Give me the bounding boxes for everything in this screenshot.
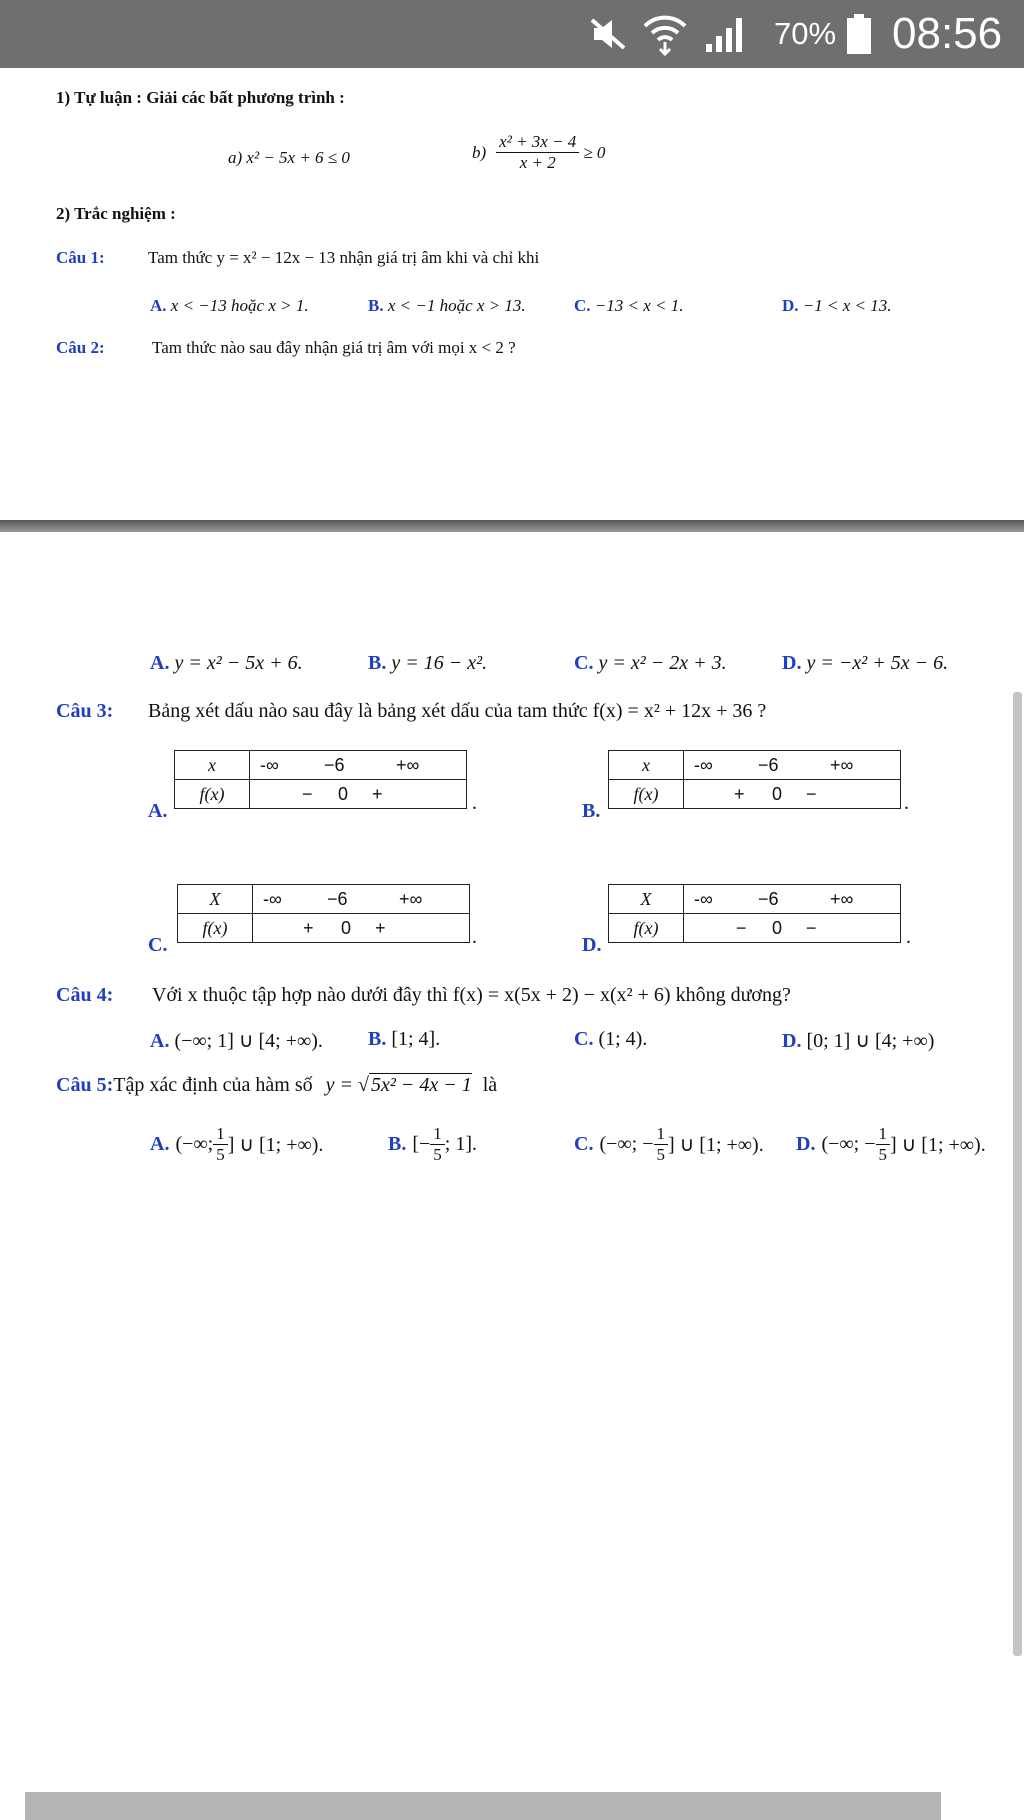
- option-fraction: [213, 1124, 228, 1165]
- q1-option-b[interactable]: [368, 296, 526, 316]
- option-fraction: [876, 1124, 891, 1165]
- fraction-numerator: 1: [876, 1124, 891, 1145]
- q4-option-a[interactable]: [150, 1028, 323, 1053]
- option-text: x < −13 hoặc x > 1.: [170, 296, 309, 315]
- q5-option-c[interactable]: [574, 1124, 764, 1165]
- option-pre: [−: [412, 1133, 431, 1155]
- document-page-2: [0, 532, 1024, 1820]
- q2-option-a[interactable]: [150, 652, 303, 675]
- table-header-cells: [684, 885, 901, 914]
- fraction-numerator: x² + 3x − 4: [496, 132, 579, 153]
- question-5-text: Tập xác định của hàm số: [113, 1074, 313, 1096]
- col-pos-inf: +∞: [830, 755, 854, 775]
- fraction-denominator: 5: [656, 1145, 665, 1164]
- inequality-b: [472, 132, 605, 173]
- col-pos-inf: +∞: [396, 755, 420, 775]
- battery-percent: 70%: [774, 16, 837, 51]
- sign-right: −: [806, 918, 817, 938]
- option-pre: (−∞;: [175, 1133, 214, 1155]
- section-1-heading: 1) Tự luận : Giải các bất phương trình :: [56, 88, 345, 107]
- option-post: ] ∪ [1; +∞).: [668, 1134, 764, 1156]
- option-letter: C.: [574, 652, 594, 674]
- q4-option-c[interactable]: [574, 1028, 647, 1051]
- option-text: [1; 4].: [391, 1028, 441, 1050]
- q3-option-b-sign-table[interactable]: [608, 750, 901, 809]
- table-period: .: [472, 926, 477, 948]
- q2-option-c[interactable]: [574, 652, 727, 675]
- option-text: y = −x² + 5x − 6.: [806, 652, 949, 674]
- inequality-b-fraction: [496, 132, 579, 173]
- col-neg-inf: -∞: [260, 755, 279, 775]
- table-func: f(x): [609, 914, 684, 943]
- option-text: (1; 4).: [598, 1028, 648, 1050]
- inequality-a: [228, 148, 350, 168]
- table-var: x: [175, 751, 250, 780]
- option-post: ] ∪ [1; +∞).: [227, 1134, 324, 1156]
- table-var: X: [609, 885, 684, 914]
- q5-func-radicand: 5x² − 4x − 1: [370, 1074, 472, 1096]
- q5-func-lhs: y =: [325, 1074, 353, 1096]
- option-fraction: [654, 1124, 669, 1165]
- table-sign-cells: [684, 780, 901, 809]
- table-header-cells: [684, 751, 901, 780]
- question-2-label: Câu 2:: [56, 338, 105, 357]
- option-letter: B.: [368, 1028, 387, 1050]
- q4-option-b[interactable]: [368, 1028, 440, 1051]
- option-letter: A.: [150, 296, 167, 315]
- question-1-text: Tam thức y = x² − 12x − 13 nhận giá trị âm khi và chỉ khi: [148, 248, 540, 267]
- sign-right: +: [372, 784, 383, 804]
- option-letter: C.: [574, 1028, 594, 1050]
- q5-func-end: là: [482, 1074, 498, 1096]
- table-var: X: [178, 885, 253, 914]
- q1-option-c[interactable]: [574, 296, 684, 316]
- option-letter: D.: [782, 296, 799, 315]
- col-root: −6: [327, 889, 348, 909]
- option-text: (−∞; 1] ∪ [4; +∞).: [174, 1030, 323, 1052]
- wifi-icon: [642, 0, 688, 68]
- q2-option-d[interactable]: [782, 652, 948, 675]
- q3-option-c-letter[interactable]: C.: [148, 934, 168, 956]
- scrollbar[interactable]: [1013, 692, 1022, 1656]
- option-letter: C.: [574, 1133, 594, 1155]
- option-text: −1 < x < 13.: [802, 296, 892, 315]
- q2-option-b[interactable]: [368, 652, 487, 675]
- col-root: −6: [758, 755, 779, 775]
- option-post: ] ∪ [1; +∞).: [890, 1134, 986, 1156]
- option-letter: A.: [150, 1133, 170, 1155]
- option-letter: D.: [782, 1030, 802, 1052]
- option-text: y = x² − 2x + 3.: [598, 652, 727, 674]
- option-letter: D.: [796, 1133, 816, 1155]
- option-text: y = x² − 5x + 6.: [174, 652, 303, 674]
- q3-option-b-letter[interactable]: B.: [582, 800, 601, 822]
- page-divider: [0, 520, 1024, 532]
- table-period: .: [904, 792, 909, 814]
- table-period: .: [906, 926, 911, 948]
- sign-left: −: [736, 918, 747, 938]
- q5-option-a[interactable]: [150, 1124, 323, 1165]
- col-neg-inf: -∞: [694, 755, 713, 775]
- sign-root: 0: [772, 784, 783, 804]
- question-3-text: Bảng xét dấu nào sau đây là bảng xét dấu của tam thức f(x) = x² + 12x + 36 ?: [148, 700, 767, 722]
- q3-option-d-sign-table[interactable]: [608, 884, 901, 943]
- table-func: f(x): [178, 914, 253, 943]
- sign-left: −: [302, 784, 313, 804]
- status-bar: [0, 0, 1024, 68]
- option-text: [0; 1] ∪ [4; +∞): [806, 1030, 935, 1052]
- sign-root: 0: [341, 918, 352, 938]
- inequality-a-expr: x² − 5x + 6 ≤ 0: [246, 148, 350, 167]
- option-letter: B.: [368, 296, 384, 315]
- col-pos-inf: +∞: [830, 889, 854, 909]
- table-period: .: [472, 792, 477, 814]
- battery-icon: [846, 0, 872, 68]
- table-sign-cells: [253, 914, 470, 943]
- bottom-page-edge: [25, 1792, 941, 1820]
- option-post: ; 1].: [444, 1133, 478, 1155]
- table-sign-cells: [250, 780, 467, 809]
- fraction-denominator: 5: [216, 1145, 225, 1164]
- sign-root: 0: [772, 918, 783, 938]
- q1-option-a[interactable]: [150, 296, 309, 316]
- question-2-text: Tam thức nào sau đây nhận giá trị âm với mọi x < 2 ?: [152, 338, 516, 357]
- question-5-label: Câu 5:: [56, 1074, 114, 1096]
- sign-left: +: [303, 918, 314, 938]
- q5-option-b[interactable]: [388, 1124, 477, 1165]
- option-text: y = 16 − x².: [391, 652, 488, 674]
- sign-right: −: [806, 784, 817, 804]
- question-5: [56, 1074, 497, 1097]
- col-neg-inf: -∞: [694, 889, 713, 909]
- clock: 08:56: [892, 9, 1003, 58]
- col-root: −6: [758, 889, 779, 909]
- option-pre: (−∞; −: [821, 1133, 876, 1155]
- q3-option-a-letter[interactable]: A.: [148, 800, 168, 822]
- fraction-denominator: 5: [433, 1145, 442, 1164]
- option-letter: A.: [150, 1030, 170, 1052]
- sqrt-icon: √: [357, 1074, 369, 1096]
- q3-option-d-letter[interactable]: D.: [582, 934, 602, 956]
- option-letter: B.: [368, 652, 387, 674]
- inequality-b-relation: ≥ 0: [583, 142, 606, 162]
- signal-icon: [704, 0, 750, 68]
- col-neg-inf: -∞: [263, 889, 282, 909]
- question-4-text: Với x thuộc tập hợp nào dưới đây thì f(x) = x(5x + 2) − x(x² + 6) không dương?: [152, 984, 791, 1006]
- sign-left: +: [734, 784, 745, 804]
- sign-right: +: [375, 918, 386, 938]
- question-4-label: Câu 4:: [56, 984, 114, 1006]
- option-fraction: [430, 1124, 445, 1165]
- option-letter: C.: [574, 296, 591, 315]
- option-text: −13 < x < 1.: [594, 296, 684, 315]
- fraction-numerator: 1: [430, 1124, 445, 1145]
- q4-option-d[interactable]: [782, 1028, 934, 1053]
- col-root: −6: [324, 755, 345, 775]
- option-letter: B.: [388, 1133, 407, 1155]
- q1-option-d[interactable]: [782, 296, 892, 316]
- document-page-1: [0, 68, 1024, 520]
- question-3-label: Câu 3:: [56, 700, 114, 722]
- inequality-a-label: a): [228, 148, 243, 167]
- col-pos-inf: +∞: [399, 889, 423, 909]
- fraction-numerator: 1: [654, 1124, 669, 1145]
- fraction-denominator: 5: [878, 1145, 887, 1164]
- table-header-cells: [253, 885, 470, 914]
- mute-icon: [588, 0, 628, 68]
- sign-root: 0: [338, 784, 349, 804]
- inequality-b-label: b): [472, 142, 487, 162]
- option-pre: (−∞; −: [599, 1133, 654, 1155]
- fraction-denominator: x + 2: [519, 153, 556, 172]
- question-1-label: Câu 1:: [56, 248, 105, 267]
- option-letter: D.: [782, 652, 802, 674]
- q3-option-a-sign-table[interactable]: [174, 750, 467, 809]
- fraction-numerator: 1: [213, 1124, 228, 1145]
- section-2-heading: 2) Trắc nghiệm :: [56, 204, 176, 223]
- option-letter: A.: [150, 652, 170, 674]
- q3-option-c-sign-table[interactable]: [177, 884, 470, 943]
- table-var: x: [609, 751, 684, 780]
- table-header-cells: [250, 751, 467, 780]
- table-func: f(x): [175, 780, 250, 809]
- table-func: f(x): [609, 780, 684, 809]
- q5-option-d[interactable]: [796, 1124, 986, 1165]
- option-text: x < −1 hoặc x > 13.: [387, 296, 526, 315]
- table-sign-cells: [684, 914, 901, 943]
